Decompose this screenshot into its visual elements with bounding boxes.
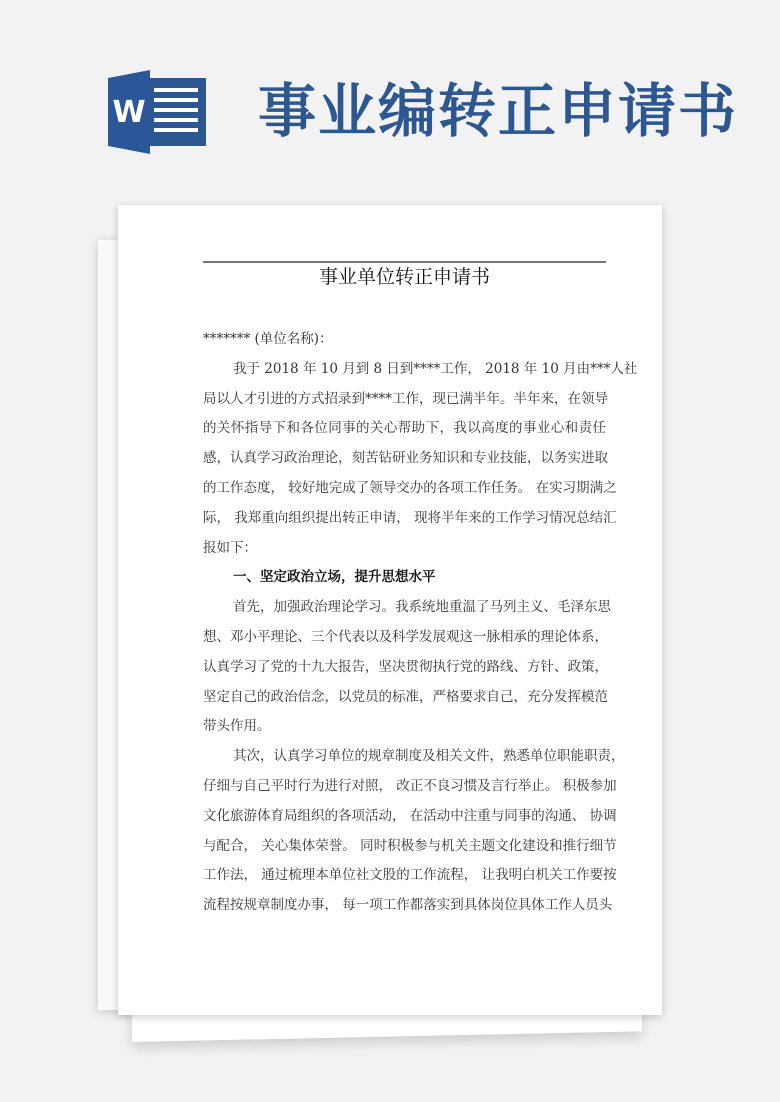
text-line: 认真学习了党的十九大报告，坚决贯彻执行党的路线、方针、政策， bbox=[203, 658, 608, 675]
text-line: 仔细与自己平时行为进行对照， 改正不良习惯及言行举止。 积极参加 bbox=[203, 777, 617, 794]
text-line: 际， 我郑重向组织提出转正申请， 现将半年来的工作学习情况总结汇 bbox=[203, 509, 617, 526]
document-title: 事业单位转正申请书 bbox=[318, 266, 490, 288]
text-line: 工作法， 通过梳理本单位社文股的工作流程， 让我明白机关工作要按 bbox=[203, 867, 617, 884]
document-page bbox=[118, 205, 662, 1015]
text-line: 局以人才引进的方式招录到****工作，现已满半年。半年来，在领导 bbox=[203, 390, 608, 407]
word-logo-icon bbox=[108, 70, 208, 154]
text-line: 首先，加强政治理论学习。我系统地重温了马列主义、毛泽东思 bbox=[233, 599, 611, 616]
banner-title: 事业编转正申请书 bbox=[258, 77, 739, 145]
text-line: 的工作态度， 较好地完成了领导交办的各项工作任务。 在实习期满之 bbox=[203, 479, 617, 496]
text-line: 坚定自己的政治信念，以党员的标准，严格要求自己，充分发挥模范 bbox=[203, 688, 608, 705]
document-body bbox=[203, 325, 638, 921]
text-line: 文化旅游体育局组织的各项活动， 在活动中注重与同事的沟通、 协调 bbox=[203, 807, 617, 824]
text-line: 与配合， 关心集体荣誉。 同时积极参与机关主题文化建设和推行细节 bbox=[203, 837, 617, 854]
text-line: 感，认真学习政治理论，刻苦钻研业务知识和专业技能，以务实进取 bbox=[203, 450, 608, 467]
section-heading: 一、坚定政治立场，提升思想水平 bbox=[233, 569, 436, 586]
text-line: 其次，认真学习单位的规章制度及相关文件，熟悉单位职能职责， bbox=[233, 748, 625, 765]
text-line: 报如下： bbox=[203, 539, 257, 556]
text-line: 带头作用。 bbox=[203, 718, 271, 735]
text-line: 的关怀指导下和各位同事的关心帮助下，我以高度的事业心和责任 bbox=[203, 420, 606, 437]
salutation: ******* (单位名称)： bbox=[203, 331, 333, 347]
svg-text:W: W bbox=[112, 95, 146, 130]
text-line: 流程按规章制度办事， 每一项工作都落实到具体岗位具体工作人员头 bbox=[203, 897, 613, 914]
text-line: 我于 2018 年 10 月到 8 日到****工作， 2018 年 10 月由***人社 bbox=[233, 360, 638, 377]
text-line: 想、邓小平理论、三个代表以及科学发展观这一脉相承的理论体系， bbox=[203, 628, 608, 645]
